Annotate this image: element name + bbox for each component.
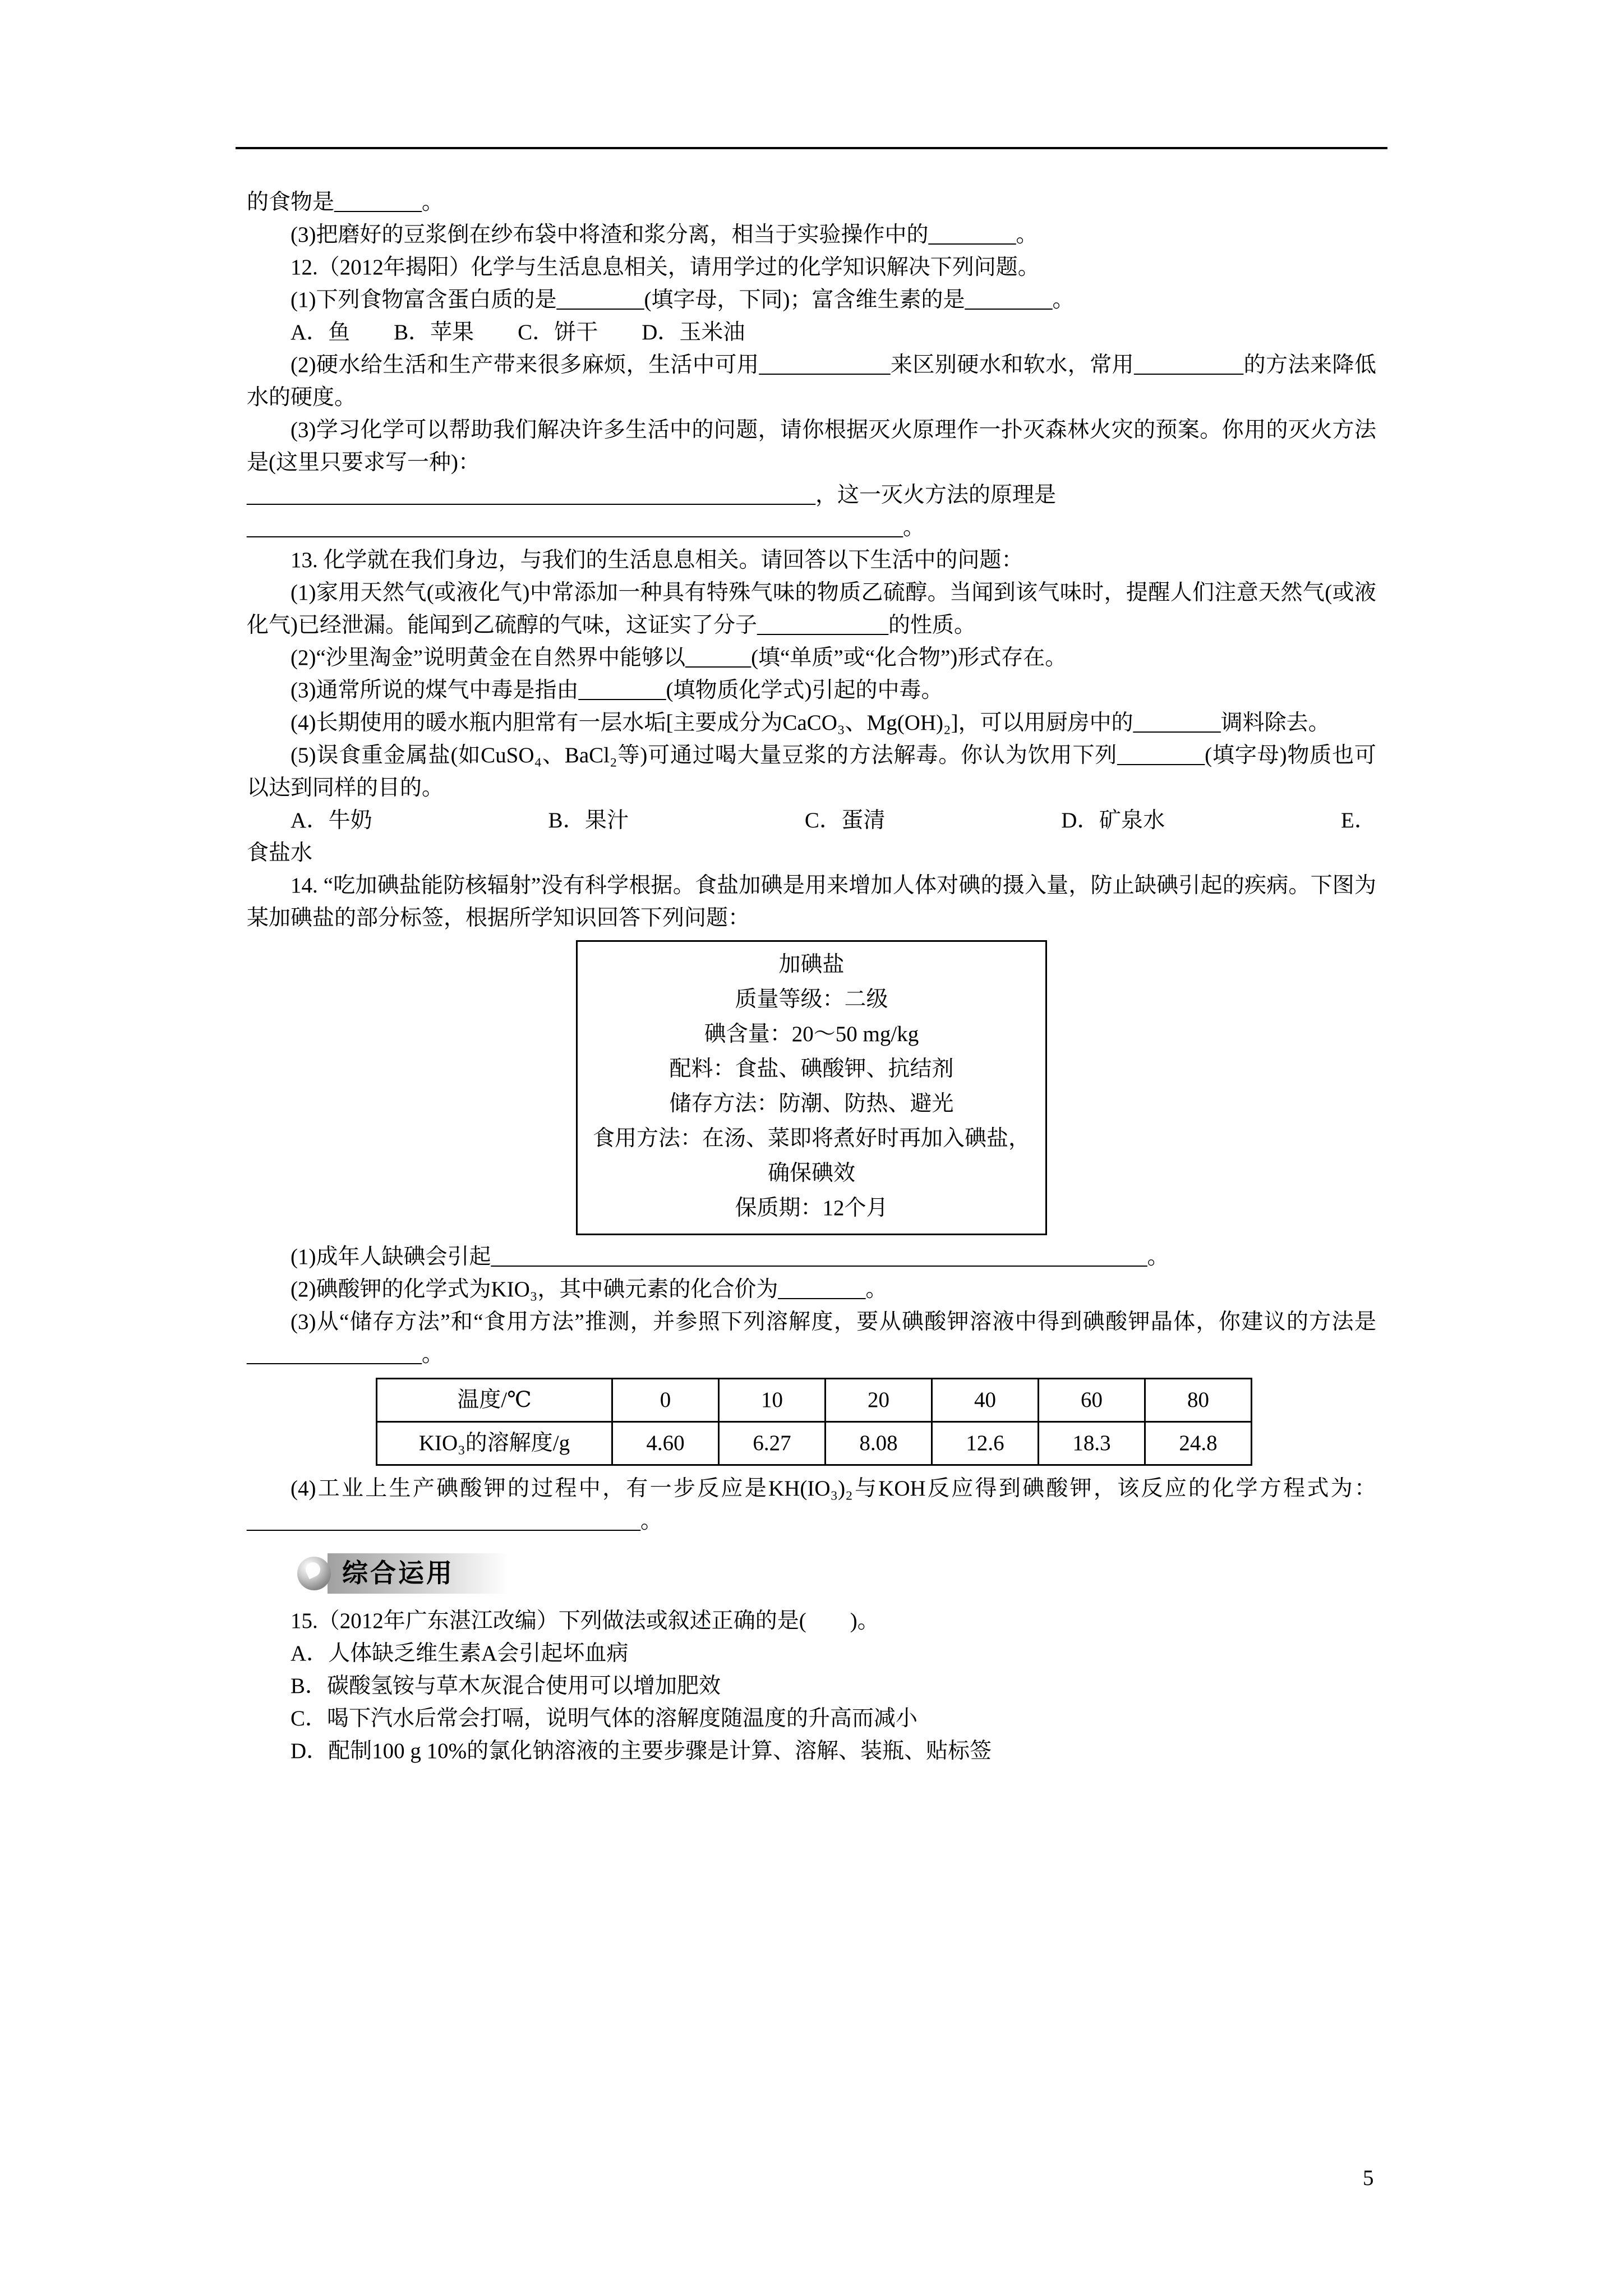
label-usage-method: 食用方法：在汤、菜即将煮好时再加入碘盐，确保碘效 xyxy=(592,1126,1030,1185)
solubility-table xyxy=(376,1378,1252,1466)
section-title: 综合运用 xyxy=(328,1553,516,1594)
label-storage-method: 储存方法：防潮、防热、避光 xyxy=(669,1092,954,1116)
q12-options: A．鱼 B．苹果 C．饼干 D．玉米油 xyxy=(291,320,745,344)
line-continuation-food: 的食物是________。 xyxy=(247,190,444,214)
q13-part4: (4)长期使用的暖水瓶内胆常有一层水垢[主要成分为CaCO₃、Mg(OH)₂]，可以用厨房中的________调料除去。 xyxy=(291,711,1330,735)
data-cell: 18.3 xyxy=(1039,1422,1145,1465)
q15-option-c: C．喝下汽水后常会打嗝，说明气体的溶解度随温度的升高而减小 xyxy=(291,1706,918,1731)
q13-part1: (1)家用天然气(或液化气)中常添加一种具有特殊气味的物质乙硫醇。当闻到该气味时，提醒人们注意天然气(或液化气)已经泄漏。能闻到乙硫醇的气味，这证实了分子____________的性质。 xyxy=(247,581,1376,637)
data-cell: 8.08 xyxy=(826,1422,932,1465)
header-cell-temperature: 温度/℃ xyxy=(377,1379,612,1422)
header-cell: 40 xyxy=(932,1379,1039,1422)
data-cell: 24.8 xyxy=(1145,1422,1252,1465)
header-rule xyxy=(236,147,1387,149)
q15-option-b: B．碳酸氢铵与草木灰混合使用可以增加肥效 xyxy=(291,1674,721,1698)
iodized-salt-label-box xyxy=(576,940,1047,1235)
q13-options: A．牛奶 B．果汁 C．蛋清 D．矿泉水 E．食盐水 xyxy=(247,808,1376,865)
section-header-comprehensive xyxy=(297,1553,1376,1594)
header-cell: 60 xyxy=(1039,1379,1145,1422)
label-ingredients: 配料：食盐、碘酸钾、抗结剂 xyxy=(669,1057,954,1081)
q14-part2: (2)碘酸钾的化学式为KIO₃，其中碘元素的化合价为________。 xyxy=(291,1277,888,1301)
data-cell: 6.27 xyxy=(719,1422,826,1465)
page-number: 5 xyxy=(1363,2166,1374,2190)
q12-part3: (3)学习化学可以帮助我们解决许多生活中的问题，请你根据灭火原理作一扑灭森林火灾的预案。你用的灭火方法是(这里只要求写一种)： xyxy=(247,418,1376,475)
label-shelf-life: 保质期：12个月 xyxy=(735,1196,888,1220)
q15-option-d: D．配制100 g 10%的氯化钠溶液的主要步骤是计算、溶解、装瓶、贴标签 xyxy=(291,1739,992,1763)
table-data-row xyxy=(377,1422,1252,1465)
label-title: 加碘盐 xyxy=(778,953,845,977)
data-cell-solubility-label: KIO₃的溶解度/g xyxy=(377,1422,612,1465)
q13-part2: (2)“沙里淘金”说明黄金在自然界中能够以______(填“单质”或“化合物”)形式存在。 xyxy=(291,646,1067,670)
q15-option-a: A．人体缺乏维生素A会引起坏血病 xyxy=(291,1641,629,1665)
q15-intro: 15.（2012年广东湛江改编）下列做法或叙述正确的是( )。 xyxy=(291,1609,879,1633)
label-quality-grade: 质量等级：二级 xyxy=(735,987,888,1011)
data-cell: 4.60 xyxy=(612,1422,719,1465)
data-cell: 12.6 xyxy=(932,1422,1039,1465)
q11-part3: (3)把磨好的豆浆倒在纱布袋中将渣和浆分离，相当于实验操作中的________。 xyxy=(291,223,1038,247)
q14-part4: (4)工业上生产碘酸钾的过程中，有一步反应是KH(IO₃)₂与KOH反应得到碘酸钾，该反应的化学方程式为：____________________________________。 xyxy=(247,1476,1376,1533)
page-content xyxy=(247,186,1376,1768)
header-cell: 10 xyxy=(719,1379,826,1422)
q12-part2: (2)硬水给生活和生产带来很多麻烦，生活中可用____________来区别硬水和软水，常用__________的方法来降低水的硬度。 xyxy=(247,353,1376,409)
q14-intro: 14. “吃加碘盐能防核辐射”没有科学根据。食盐加碘是用来增加人体对碘的摄入量，防止缺碘引起的疾病。下图为某加碘盐的部分标签，根据所学知识回答下列问题： xyxy=(247,873,1376,930)
q14-part3: (3)从“储存方法”和“食用方法”推测，并参照下列溶解度，要从碘酸钾溶液中得到碘酸钾晶体，你建议的方法是________________。 xyxy=(247,1310,1376,1366)
table-header-row xyxy=(377,1379,1252,1422)
icon-highlight xyxy=(303,1560,323,1580)
q13-part5: (5)误食重金属盐(如CuSO₄、BaCl₂等)可通过喝大量豆浆的方法解毒。你认为饮用下列________(填字母)物质也可以达到同样的目的。 xyxy=(247,743,1376,800)
header-cell: 20 xyxy=(826,1379,932,1422)
label-iodine-content: 碘含量：20～50 mg/kg xyxy=(704,1022,919,1046)
answer-blank-line-2: ____________________________________________________________。 xyxy=(247,516,925,540)
header-cell: 80 xyxy=(1145,1379,1252,1422)
q12-intro: 12.（2012年揭阳）化学与生活息息相关，请用学过的化学知识解决下列问题。 xyxy=(291,255,1040,279)
answer-blank-line-1: ____________________________________________________，这一灭火方法的原理是 xyxy=(247,483,1057,507)
sphere-swoosh-icon xyxy=(297,1557,331,1590)
q14-part1: (1)成年人缺碘会引起____________________________________________________________。 xyxy=(291,1245,1169,1269)
header-cell: 0 xyxy=(612,1379,719,1422)
q13-intro: 13. 化学就在我们身边，与我们的生活息息相关。请回答以下生活中的问题： xyxy=(291,548,1023,572)
q13-part3: (3)通常所说的煤气中毒是指由________(填物质化学式)引起的中毒。 xyxy=(291,678,943,702)
q12-part1: (1)下列食物富含蛋白质的是________(填字母，下同)；富含维生素的是________。 xyxy=(291,288,1075,312)
